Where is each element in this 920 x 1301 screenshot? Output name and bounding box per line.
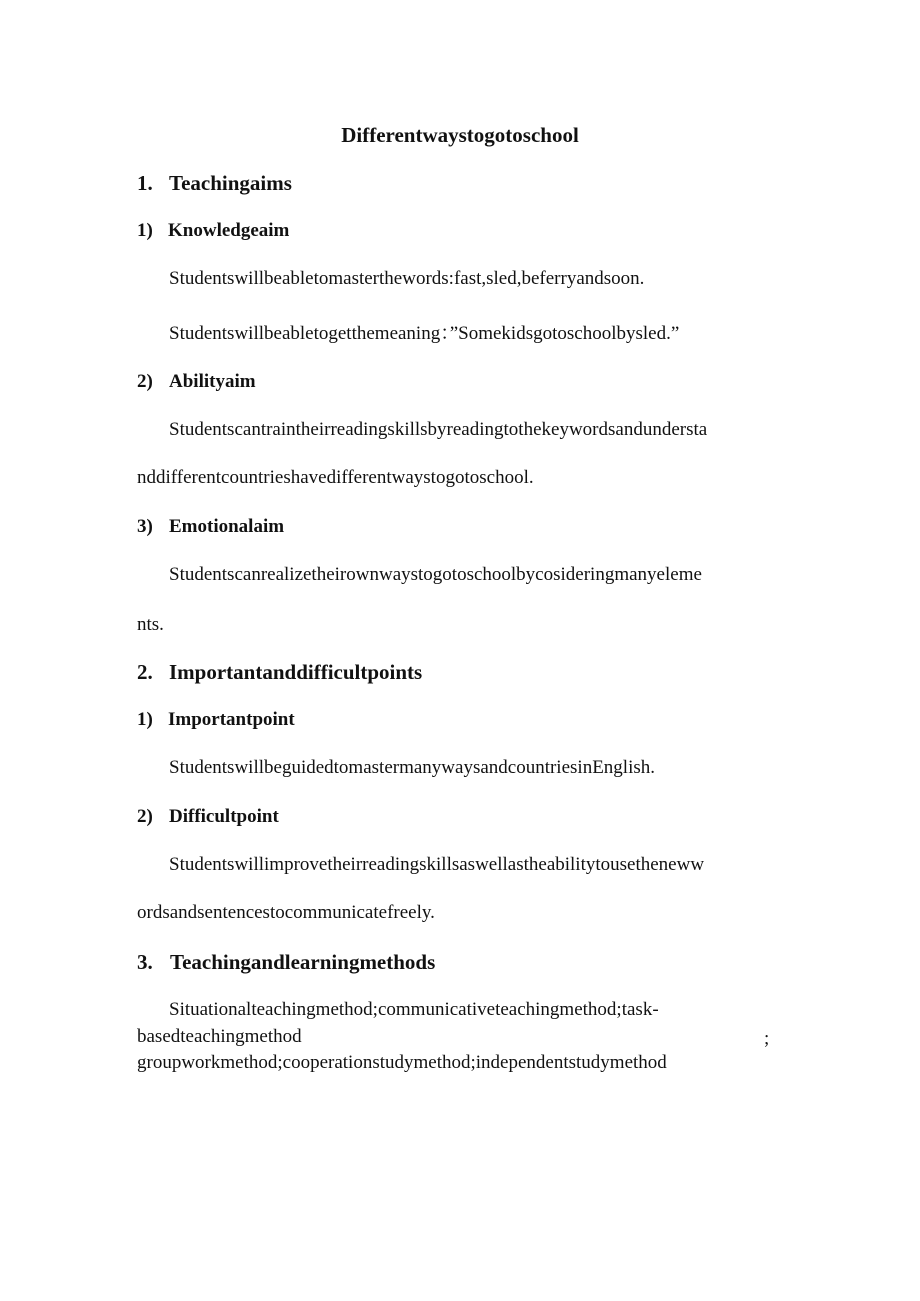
subsection-number: 2) <box>137 806 153 827</box>
paragraph-line: nts. <box>137 614 164 635</box>
paragraph-line: Studentswillimprovetheirreadingskillsaswellastheabilitytousetheneww <box>169 854 705 875</box>
subsection-title: Importantpoint <box>168 709 295 730</box>
paragraph-line: ordsandsentencestocommunicatefreely. <box>137 902 435 923</box>
paragraph-line: nddifferentcountrieshavedifferentwaystogotoschool. <box>137 467 534 488</box>
subsection-difficult-point <box>137 806 279 828</box>
subsection-number: 2) <box>137 371 153 392</box>
subsection-number: 1) <box>137 709 153 730</box>
section-title: Importantanddifficultpoints <box>169 660 423 684</box>
subsection-emotional-aim <box>137 516 284 538</box>
subsection-title: Knowledgeaim <box>168 220 290 241</box>
subsection-important-point <box>137 709 295 731</box>
paragraph-line-end: ; <box>764 1028 770 1049</box>
section-1-heading <box>137 171 292 196</box>
subsection-knowledge-aim <box>137 220 289 242</box>
section-number: 3. <box>137 950 153 974</box>
paragraph-line: StudentswillbeguidedtomastermanywaysandcountriesinEnglish. <box>169 757 656 778</box>
paragraph-line: Studentscantraintheirreadingskillsbyreadingtothekeywordsandundersta <box>169 419 708 440</box>
section-number: 1. <box>137 171 153 195</box>
section-number: 2. <box>137 660 153 684</box>
subsection-title: Abilityaim <box>169 371 256 392</box>
subsection-title: Emotionalaim <box>169 516 285 537</box>
section-title: Teachingaims <box>169 171 292 195</box>
subsection-title: Difficultpoint <box>169 806 279 827</box>
paragraph-line: groupworkmethod;cooperationstudymethod;independentstudymethod <box>137 1052 667 1073</box>
paragraph-line: Situationalteachingmethod;communicativeteachingmethod;task- <box>169 999 659 1020</box>
paragraph-line: Studentswillbeabletomasterthewords:fast,sled,beferryandsoon. <box>169 268 645 289</box>
section-3-heading <box>137 950 435 975</box>
subsection-number: 1) <box>137 220 153 241</box>
subsection-number: 3) <box>137 516 153 537</box>
paragraph-line: Studentswillbeabletogetthemeaning：”Somekidsgotoschoolbysled.” <box>169 323 680 344</box>
section-2-heading <box>137 660 422 685</box>
subsection-ability-aim <box>137 371 256 393</box>
paragraph-line: basedteachingmethod <box>137 1026 302 1047</box>
paragraph-line: Studentscanrealizetheirownwaystogotoschoolbycosideringmanyeleme <box>169 564 702 585</box>
section-title: Teachingandlearningmethods <box>170 950 436 974</box>
document-title: Differentwaystogotoschool <box>341 123 579 147</box>
